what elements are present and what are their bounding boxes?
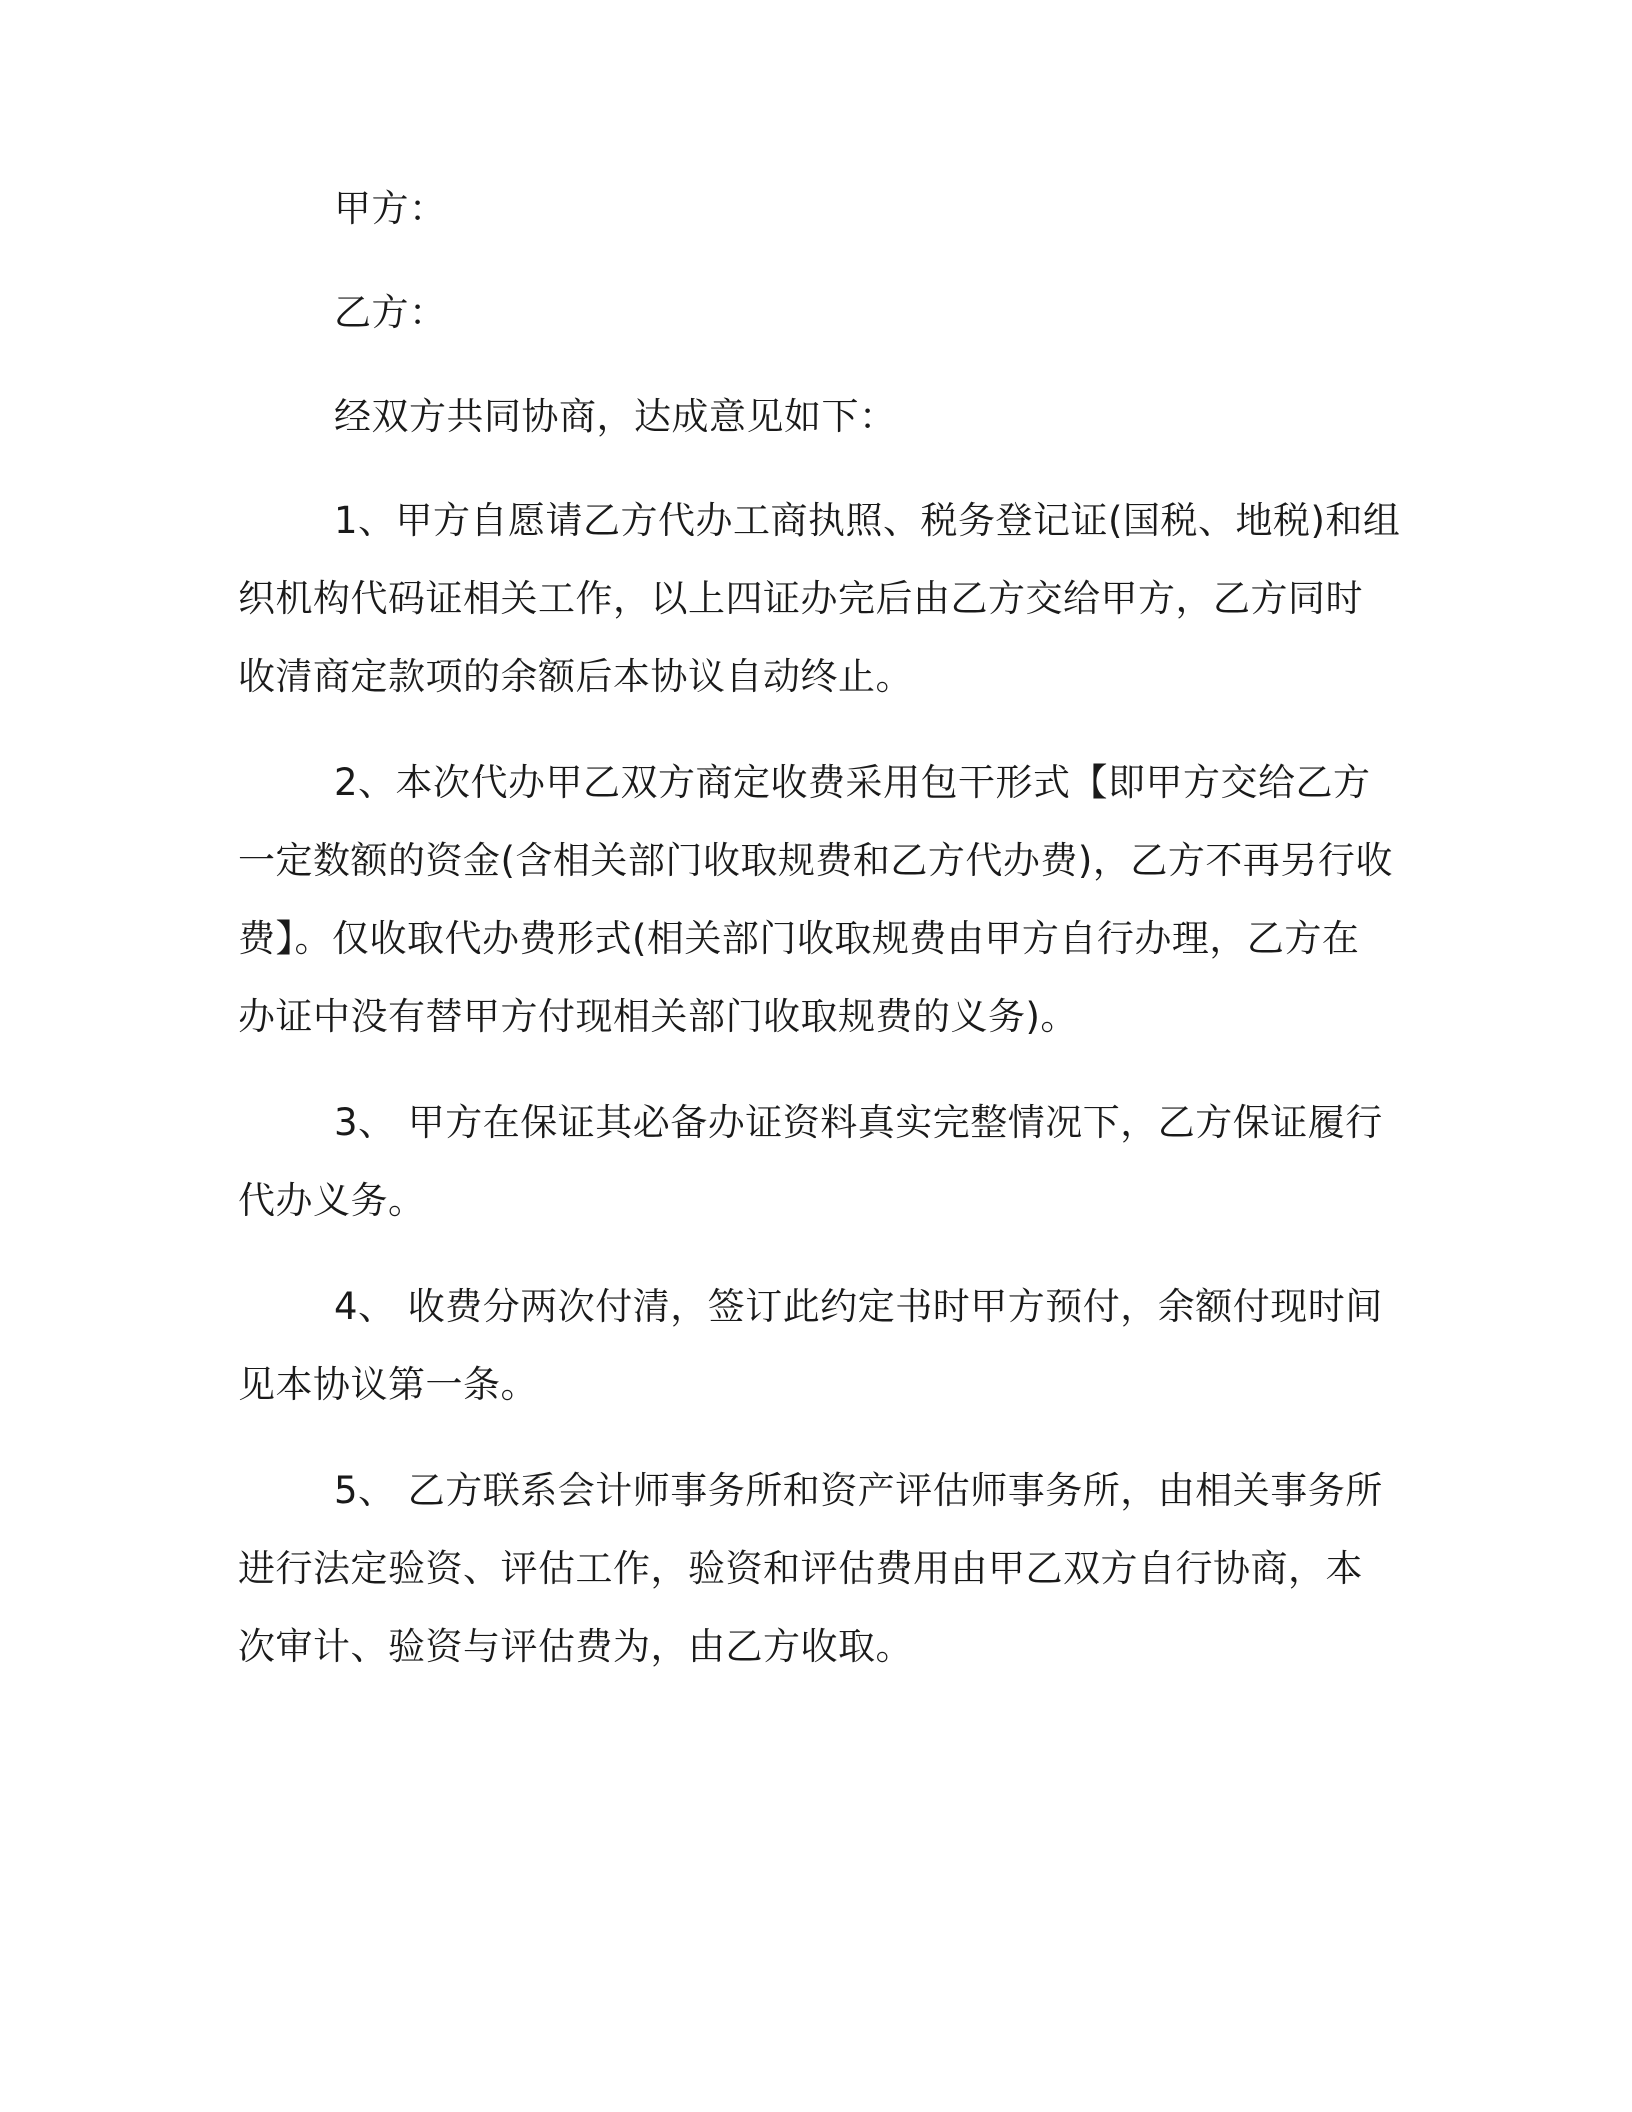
- clause-line: 5、 乙方联系会计师事务所和资产评估师事务所，由相关事务所: [334, 1469, 1383, 1512]
- clause-3: [238, 1084, 1398, 1240]
- intro-text: 经双方共同协商，达成意见如下：: [334, 395, 897, 438]
- clause-4: [238, 1268, 1398, 1424]
- clause-line: 进行法定验资、评估工作，验资和评估费用由甲乙双方自行协商，本: [238, 1547, 1363, 1590]
- clause-line: 次审计、验资与评估费为，由乙方收取。: [238, 1625, 913, 1668]
- clause-line: 见本协议第一条。: [238, 1363, 538, 1406]
- party-a-label: 甲方：: [334, 187, 447, 230]
- party-a-paragraph: [238, 170, 1398, 248]
- clause-line: 代办义务。: [238, 1179, 426, 1222]
- clause-line: 3、 甲方在保证其必备办证资料真实完整情况下，乙方保证履行: [334, 1101, 1383, 1144]
- party-b-label: 乙方：: [334, 291, 447, 334]
- clause-line: 费】。仅收取代办费形式(相关部门收取规费由甲方自行办理，乙方在: [238, 917, 1360, 960]
- document-body: [238, 170, 1401, 1714]
- clause-line: 织机构代码证相关工作，以上四证办完后由乙方交给甲方，乙方同时: [238, 577, 1363, 620]
- clause-line: 1、甲方自愿请乙方代办工商执照、税务登记证(国税、地税)和组: [334, 499, 1401, 542]
- clause-2: [238, 744, 1398, 1056]
- clause-line: 收清商定款项的余额后本协议自动终止。: [238, 655, 913, 698]
- clause-1: [238, 482, 1401, 716]
- clause-line: 一定数额的资金(含相关部门收取规费和乙方代办费)，乙方不再另行收: [238, 839, 1393, 882]
- party-b-paragraph: [238, 274, 1398, 352]
- clause-line: 4、 收费分两次付清，签订此约定书时甲方预付，余额付现时间: [334, 1285, 1383, 1328]
- intro-paragraph: [238, 378, 1398, 456]
- clause-line: 2、本次代办甲乙双方商定收费采用包干形式【即甲方交给乙方: [334, 761, 1371, 804]
- clause-5: [238, 1452, 1398, 1686]
- clause-line: 办证中没有替甲方付现相关部门收取规费的义务)。: [238, 995, 1078, 1038]
